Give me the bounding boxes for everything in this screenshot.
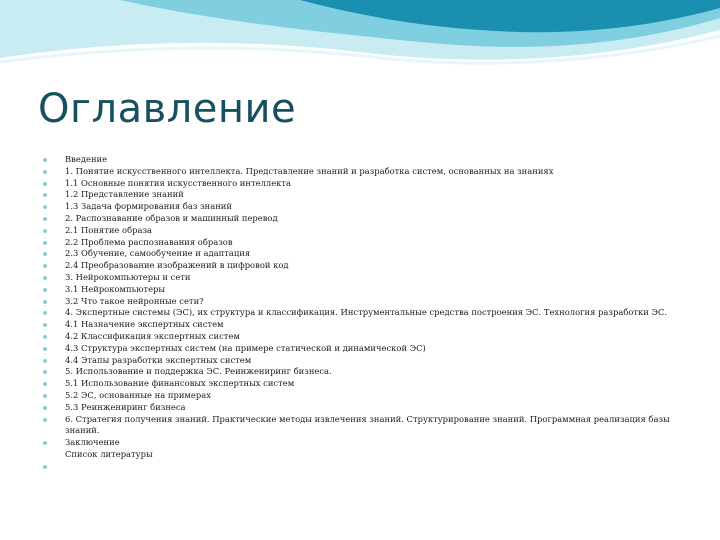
toc-item xyxy=(36,390,676,402)
toc-item-text: Введение xyxy=(65,154,108,164)
table-of-contents xyxy=(36,154,676,461)
toc-item-text: 1.1 Основные понятия искусственного интеллекта xyxy=(65,177,292,188)
toc-item-text: 1.2 Представление знаний xyxy=(65,189,184,200)
bullet-icon xyxy=(43,182,47,186)
bullet-icon xyxy=(43,382,47,386)
bullet-icon xyxy=(43,418,47,422)
bullet-icon xyxy=(43,323,47,327)
toc-item xyxy=(36,189,676,201)
bullet-icon xyxy=(43,335,47,339)
toc-item-text: 5.3 Реинжениринг бизнеса xyxy=(65,401,186,412)
bullet-icon xyxy=(43,229,47,233)
toc-item-text: 4.3 Структура экспертных систем (на примере статической и динамической ЭС) xyxy=(65,342,426,353)
toc-item-text: 3.2 Что такое нейронные сети? xyxy=(65,295,204,306)
toc-item-text: 3.1 Нейрокомпьютеры xyxy=(65,283,166,294)
toc-item xyxy=(36,213,676,225)
toc-item xyxy=(36,272,676,284)
bullet-icon xyxy=(43,205,47,209)
bullet-icon xyxy=(43,370,47,374)
toc-item-text: 4.2 Классификация экспертных систем xyxy=(65,330,240,341)
toc-item xyxy=(36,166,676,178)
toc-item xyxy=(36,248,676,260)
bullet-icon xyxy=(43,406,47,410)
toc-item-text: 2.2 Проблема распознавания образов xyxy=(65,236,233,247)
toc-item-text: 2.3 Обучение, самообучение и адаптация xyxy=(65,248,251,259)
bullet-icon xyxy=(43,170,47,174)
toc-item xyxy=(36,437,676,461)
toc-item-text: 4.1 Назначение экспертных систем xyxy=(65,319,224,330)
toc-item xyxy=(36,178,676,190)
bullet-icon xyxy=(43,394,47,398)
toc-item-text: Заключение Список литературы xyxy=(65,437,153,459)
toc-item xyxy=(36,201,676,213)
toc-item xyxy=(36,154,676,166)
toc-item xyxy=(36,260,676,272)
bullet-icon xyxy=(43,300,47,304)
bullet-icon xyxy=(43,276,47,280)
toc-item xyxy=(36,307,676,319)
toc-item xyxy=(36,366,676,378)
bullet-icon xyxy=(43,252,47,256)
bullet-icon xyxy=(43,441,47,445)
slide-title: Оглавление xyxy=(38,86,297,132)
toc-item-text: 3. Нейрокомпьютеры и сети xyxy=(65,271,191,282)
bullet-icon xyxy=(43,264,47,268)
toc-item-text: 4.4 Этапы разработки экспертных систем xyxy=(65,354,252,365)
bullet-icon xyxy=(43,217,47,221)
bullet-icon xyxy=(43,193,47,197)
toc-item xyxy=(36,225,676,237)
toc-item xyxy=(36,355,676,367)
header-wave-decoration xyxy=(0,0,720,80)
toc-item-text: 2.4 Преобразование изображений в цифровой код xyxy=(65,260,289,271)
toc-item xyxy=(36,319,676,331)
toc-item-text: 1.3 Задача формирования баз знаний xyxy=(65,201,232,212)
toc-item-text: 5.1 Использование финансовых экспертных систем xyxy=(65,378,295,389)
toc-item-text: 2.1 Понятие образа xyxy=(65,224,153,235)
toc-item xyxy=(36,284,676,296)
toc-item xyxy=(36,378,676,390)
toc-item-text: 1. Понятие искусственного интеллекта. Представление знаний и разработка систем, основанных на знаниях xyxy=(65,165,554,176)
bullet-icon xyxy=(43,347,47,351)
toc-item-text: 5. Использование и поддержка ЭС. Реинжениринг бизнеса. xyxy=(65,366,332,377)
bullet-icon xyxy=(43,359,47,363)
bullet-icon xyxy=(43,158,47,162)
toc-item xyxy=(36,414,676,438)
bullet-icon xyxy=(43,288,47,292)
toc-item xyxy=(36,237,676,249)
bullet-icon xyxy=(43,465,47,469)
toc-item xyxy=(36,296,676,308)
toc-item-text: 4. Экспертные системы (ЭС), их структура и классификация. Инструментальные средства построения ЭС. Технология разработки ЭС. xyxy=(65,307,667,318)
toc-item xyxy=(36,331,676,343)
bullet-icon xyxy=(43,311,47,315)
toc-item-text: 6. Стратегия получения знаний. Практические методы извлечения знаний. Структурирование знаний. Программная реализация базы знаний. xyxy=(65,413,670,436)
toc-item-text: 5.2 ЭС, основанные на примерах xyxy=(65,389,211,400)
toc-item xyxy=(36,402,676,414)
bullet-icon xyxy=(43,241,47,245)
toc-item xyxy=(36,343,676,355)
toc-item-text: 2. Распознавание образов и машинный перевод xyxy=(65,212,278,223)
